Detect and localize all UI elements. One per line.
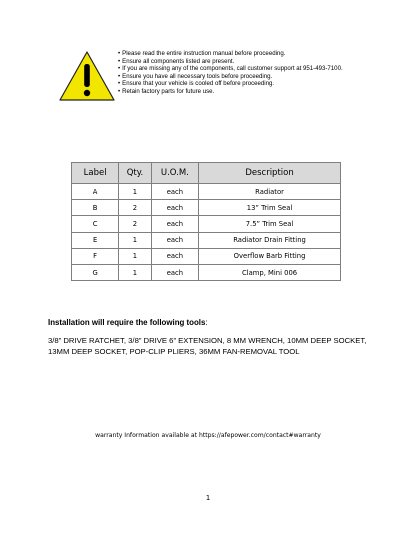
cell-uom: each [151, 184, 198, 200]
warning-item: • Please read the entire instruction manual before proceeding. [118, 50, 343, 58]
cell-label: C [72, 216, 119, 232]
table-row [72, 200, 341, 216]
page-number: 1 [205, 494, 211, 502]
cell-uom: each [151, 232, 198, 248]
warning-item: • Ensure you have all necessary tools before proceeding. [118, 73, 343, 81]
cell-qty: 1 [119, 248, 151, 264]
header-label: Label [72, 163, 119, 184]
cell-uom: each [151, 264, 198, 280]
tools-heading-text: Installation will require the following tools [48, 318, 206, 327]
cell-qty: 2 [119, 216, 151, 232]
table-row [72, 184, 341, 200]
cell-description: 13” Trim Seal [199, 200, 341, 216]
warning-item: • Ensure all components listed are present. [118, 58, 343, 66]
cell-description: Radiator [199, 184, 341, 200]
cell-label: F [72, 248, 119, 264]
header-qty: Qty. [119, 163, 151, 184]
warning-block [58, 50, 398, 110]
tools-heading [48, 318, 208, 327]
table-row [72, 264, 341, 280]
warranty-notice: warranty Information available at https://afepower.com/contact#warranty [95, 432, 321, 439]
cell-uom: each [151, 248, 198, 264]
warning-list [118, 50, 343, 96]
table-row [72, 216, 341, 232]
cell-qty: 1 [119, 264, 151, 280]
warning-triangle-icon [58, 50, 116, 102]
tools-list: 3/8” DRIVE RATCHET, 3/8” DRIVE 6” EXTENSION, 8 MM WRENCH, 10MM DEEP SOCKET, 13MM DEEP SOCKET, POP-CLIP PLIERS, 36MM FAN-REMOVAL TOOL [48, 336, 367, 356]
warning-item: • Retain factory parts for future use. [118, 88, 343, 96]
parts-table-header-row [72, 163, 341, 184]
warning-item: • If you are missing any of the components, call customer support at 951-493-7100. [118, 65, 343, 73]
cell-description: Clamp, Mini 006 [199, 264, 341, 280]
cell-uom: each [151, 200, 198, 216]
cell-qty: 1 [119, 232, 151, 248]
table-row [72, 248, 341, 264]
cell-description: Radiator Drain Fitting [199, 232, 341, 248]
cell-uom: each [151, 216, 198, 232]
cell-label: G [72, 264, 119, 280]
tools-heading-colon: : [205, 318, 208, 327]
cell-description: Overflow Barb Fitting [199, 248, 341, 264]
cell-label: A [72, 184, 119, 200]
cell-qty: 2 [119, 200, 151, 216]
cell-description: 7.5” Trim Seal [199, 216, 341, 232]
cell-label: B [72, 200, 119, 216]
table-row [72, 232, 341, 248]
cell-qty: 1 [119, 184, 151, 200]
parts-table [71, 162, 341, 281]
header-description: Description [199, 163, 341, 184]
header-uom: U.O.M. [151, 163, 198, 184]
warning-item: • Ensure that your vehicle is cooled off before proceeding. [118, 80, 343, 88]
cell-label: E [72, 232, 119, 248]
